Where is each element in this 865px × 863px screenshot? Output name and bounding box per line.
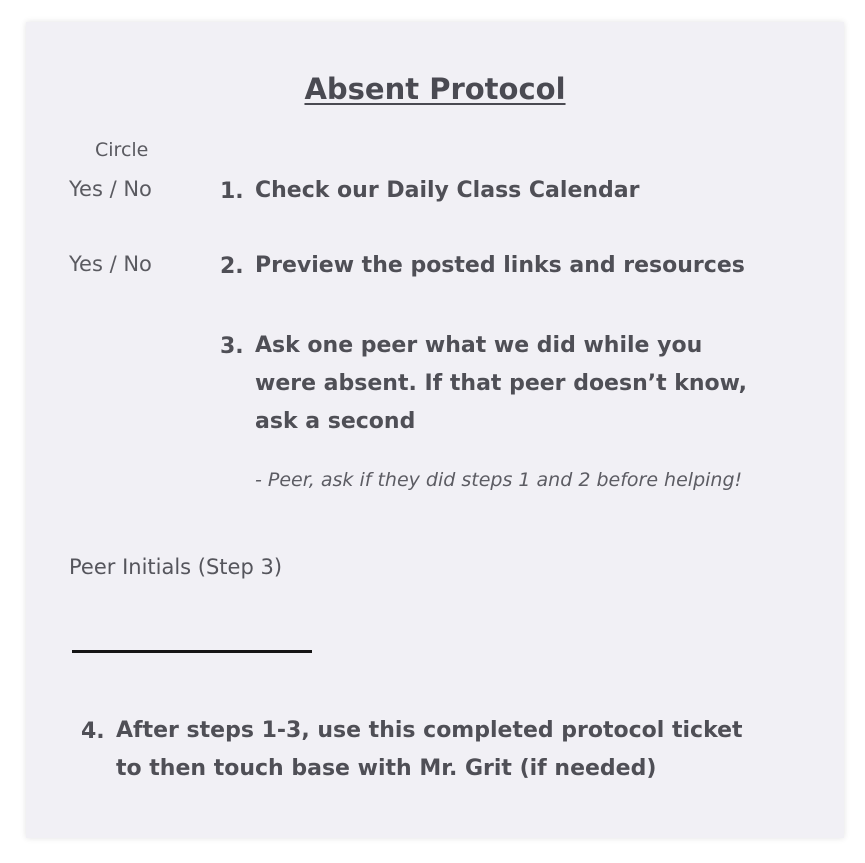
step-2-number: 2. (220, 254, 244, 279)
yes-no-choice-step-1[interactable]: Yes / No (69, 177, 152, 201)
step-4-line: to then touch base with Mr. Grit (if needed) (116, 756, 657, 781)
step-4-line: After steps 1-3, use this completed protocol ticket (116, 718, 743, 743)
step-3-line: were absent. If that peer doesn’t know, (255, 371, 747, 396)
step-3-line: Ask one peer what we did while you (255, 333, 703, 358)
peer-note: - Peer, ask if they did steps 1 and 2 before helping! (255, 469, 743, 491)
yes-no-choice-step-2[interactable]: Yes / No (69, 252, 152, 276)
step-1-number: 1. (220, 179, 244, 204)
step-3-line: ask a second (255, 409, 416, 434)
step-1-text: Check our Daily Class Calendar (255, 178, 640, 203)
step-3-text (255, 327, 747, 441)
circle-label: Circle (95, 139, 149, 161)
protocol-card (26, 22, 844, 838)
step-3-number: 3. (220, 334, 244, 359)
step-4-number: 4. (81, 719, 105, 744)
peer-initials-line[interactable] (72, 650, 312, 653)
page-title: Absent Protocol (304, 72, 566, 106)
step-4-text (116, 712, 743, 788)
step-2-text: Preview the posted links and resources (255, 253, 745, 278)
peer-initials-label: Peer Initials (Step 3) (69, 555, 283, 579)
